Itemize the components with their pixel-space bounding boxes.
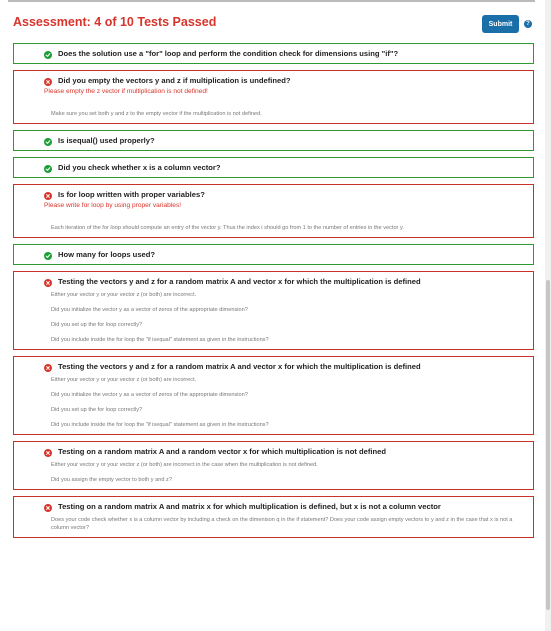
x-circle-icon <box>44 449 52 457</box>
test-hint: Each iteration of the for loop should compute an entry of the vector y. Thus the index i should go from 1 to the number of entries in the vector y. <box>51 225 404 231</box>
test-result-9 <box>13 441 534 490</box>
x-circle-icon <box>44 279 52 287</box>
test-hints <box>45 376 525 429</box>
test-result-8 <box>13 356 534 435</box>
test-hints <box>45 516 525 532</box>
check-circle-icon <box>44 51 52 59</box>
test-result-6 <box>13 244 534 265</box>
test-title: Did you check whether x is a column vector? <box>58 163 221 172</box>
x-circle-icon <box>44 364 52 372</box>
test-result-4 <box>13 157 534 178</box>
test-result-10 <box>13 496 534 538</box>
test-results-list <box>13 43 534 544</box>
test-result-5 <box>13 184 534 238</box>
test-title: How many for loops used? <box>58 250 156 259</box>
test-hint: Does your code check whether x is a column vector by including a check on the dimenison q in the if statement? Does your code assign empty vectors to y and z in the case that x is not a column vector? <box>51 517 513 531</box>
test-hint: Did you set up the for loop correctly? <box>51 322 143 328</box>
test-hint: Did you initialize the vector y as a vector of zeros of the appropriate dimension? <box>51 307 248 313</box>
test-hint: Did you include inside the for loop the "if isequal" statement as given in the instructions? <box>51 337 269 343</box>
test-feedback: Please write for loop by using proper variables! <box>44 202 182 209</box>
test-hints <box>45 291 525 344</box>
help-icon[interactable]: ? <box>524 20 532 28</box>
test-hint: Either your vector y or your vector z (or both) are incorrect. <box>51 377 197 383</box>
test-title: Is for loop written with proper variables? <box>58 190 205 199</box>
check-circle-icon <box>44 252 52 260</box>
test-hint: Either your vector y or your vector z (or both) are incorrect. <box>51 292 197 298</box>
x-circle-icon <box>44 504 52 512</box>
test-hint: Make sure you set both y and z to the empty vector if the multiplication is not defined. <box>51 111 262 117</box>
test-result-7 <box>13 271 534 350</box>
test-title: Testing the vectors y and z for a random matrix A and vector x for which the multiplication is defined <box>58 277 421 286</box>
test-result-1 <box>13 43 534 64</box>
submit-button[interactable]: Submit <box>482 15 519 33</box>
test-title: Testing on a random matrix A and matrix x for which multiplication is defined, but x is not a column vector <box>58 502 441 511</box>
test-hint: Did you initialize the vector y as a vector of zeros of the appropriate dimension? <box>51 392 248 398</box>
test-title: Testing on a random matrix A and a random vector x for which multiplication is not defined <box>58 447 386 456</box>
test-title: Is isequal() used properly? <box>58 136 155 145</box>
test-hints <box>45 461 525 484</box>
test-hint: Did you include inside the for loop the "if isequal" statement as given in the instructions? <box>51 422 269 428</box>
assessment-title: Assessment: 4 of 10 Tests Passed <box>13 15 217 29</box>
x-circle-icon <box>44 78 52 86</box>
test-result-2 <box>13 70 534 124</box>
test-hint: Either your vector y or your vector z (or both) are incorrect in the case when the multiplication is not defined. <box>51 462 318 468</box>
check-circle-icon <box>44 138 52 146</box>
test-hint: Did you set up the for loop correctly? <box>51 407 143 413</box>
test-title: Testing the vectors y and z for a random matrix A and vector x for which the multiplication is defined <box>58 362 421 371</box>
x-circle-icon <box>44 192 52 200</box>
check-circle-icon <box>44 165 52 173</box>
test-hints <box>45 110 525 118</box>
test-title: Did you empty the vectors y and z if multiplication is undefined? <box>58 76 291 85</box>
test-result-3 <box>13 130 534 151</box>
test-feedback: Please empty the z vector if multiplication is not defined! <box>44 88 208 95</box>
scrollbar-thumb[interactable] <box>546 280 550 610</box>
top-divider <box>8 0 535 2</box>
test-hints <box>45 224 525 232</box>
test-hint: Did you assign the empty vector to both y and z? <box>51 477 172 483</box>
test-title: Does the solution use a "for" loop and perform the condition check for dimensions using "if"? <box>58 49 399 58</box>
